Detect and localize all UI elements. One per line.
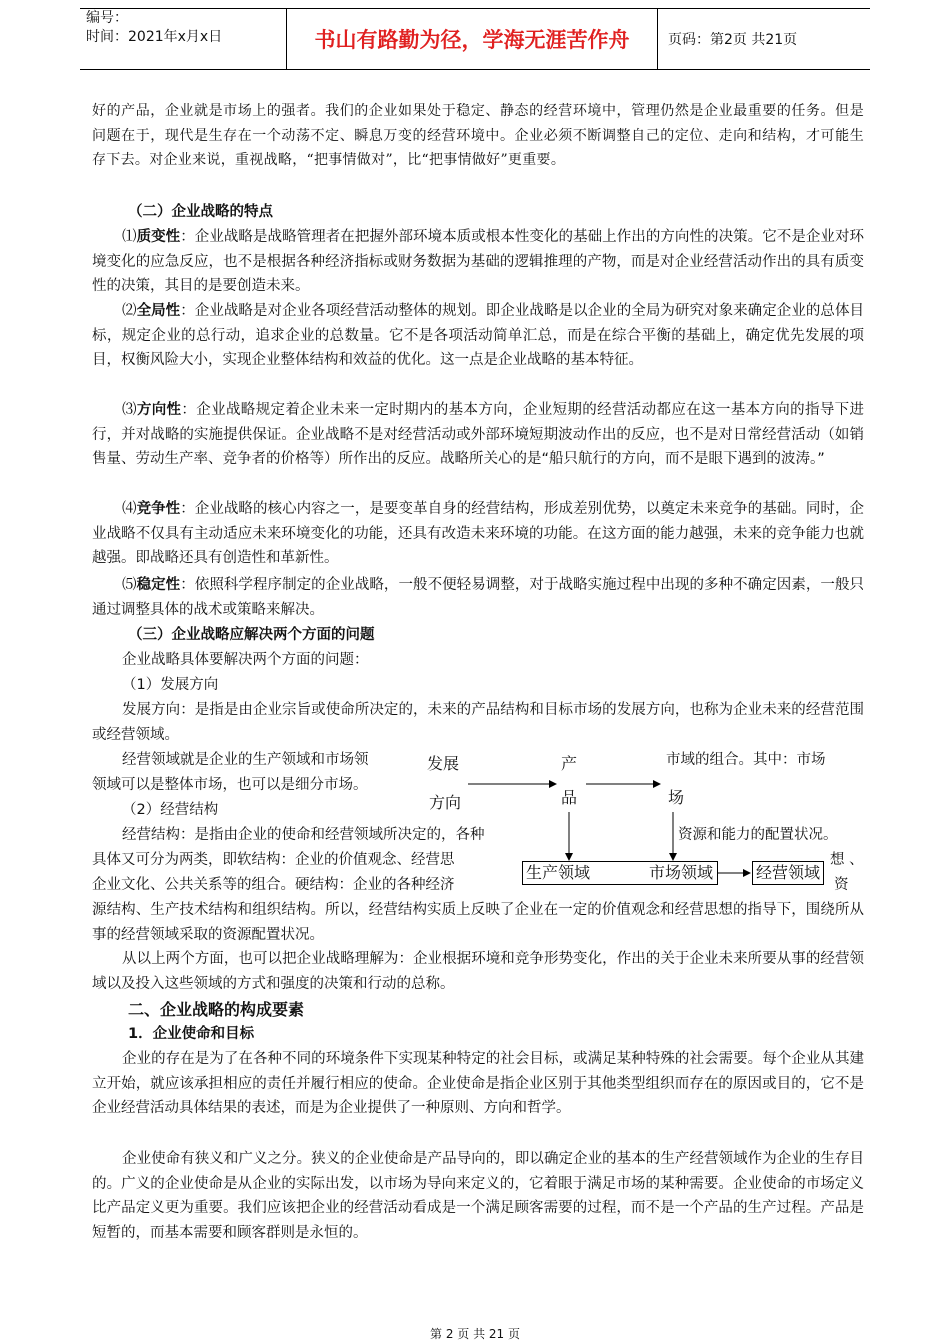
paragraph-summary: 从以上两个方面，也可以把企业战略理解为：企业根据环境和竞争形势变化，作出的关于企业未来所要从事的经营领域以及投入这些领域的方式和强度的决策和行动的总称。 [92, 951, 864, 992]
paragraph-structure-line3: 企业文化、公共关系等的组合。硬结构：企业的各种经济 [92, 877, 455, 893]
heading-elements: 二、企业战略的构成要素 [128, 1000, 305, 1019]
heading-mission: 1．企业使命和目标 [128, 1026, 255, 1042]
subheading-structure: （2）经营结构 [122, 802, 219, 818]
subheading-direction: （1）发展方向 [122, 677, 219, 693]
feature-number: ⑸ [122, 577, 137, 593]
feature-term: 稳定性 [136, 577, 181, 593]
diagram-dev-direction-1: 发展 [427, 754, 460, 773]
paragraph-structure-right: 资源和能力的配置状况。 [678, 827, 838, 843]
feature-term: 质变性 [136, 229, 181, 245]
feature-text: ：企业战略是对企业各项经营活动整体的规划。即企业战略是以企业的全局为研究对象来确定企业的总体目标，规定企业的总行动，追求企业的总数量。它不是各项活动简单汇总，而是在综合平衡的基础上，确定优先发展的项目，权衡风险大小，实现企业整体结构和效益的优化。这一点是企业战略的基本特征。 [92, 303, 865, 369]
paragraph-intro: 好的产品，企业就是市场上的强者。我们的企业如果处于稳定、静态的经营环境中，管理仍然是企业最重要的任务。但是问题在于，现代是生存在一个动荡不定、瞬息万变的经营环境中。企业必须不断调整自己的定位、走向和结构，才可能生存下去。对企业来说，重视战略，“把事情做对”，比“把事情做好”更重要。 [92, 103, 864, 169]
feature-text: ：企业战略的核心内容之一，是要变革自身的经营结构，形成差别优势，以奠定未来竞争的基础。同时，企业战略不仅具有主动适应未来环境变化的功能，还具有改造未来环境的功能。在这方面的能力越强，未来的竞争能力也就越强。即战略还具有创造性和革新性。 [92, 501, 865, 567]
page-footer: 第 2 页 共 21 页 [430, 1327, 520, 1341]
paragraph-domain-right: 市域的组合。其中：市场 [666, 752, 826, 768]
feature-number: ⑷ [122, 501, 137, 517]
feature-text: ：企业战略规定着企业未来一定时期内的基本方向，企业短期的经营活动都应在这一基本方向的指导下进行，并对战略的实施提供保证。企业战略不是对经营活动或外部环境短期波动作出的反应，也不是对日常经营活动（如销售量、劳动生产率、竞争者的价格等）所作出的反应。战略所关心的是“船只航行的方向，而不是眼下遇到的波涛。” [92, 402, 865, 468]
heading-features: （二）企业战略的特点 [128, 204, 273, 220]
feature-term: 全局性 [136, 303, 181, 319]
paragraph-domain-line2: 领域可以是整体市场，也可以是细分市场。 [92, 777, 368, 793]
diagram-product-1: 产 [561, 754, 578, 773]
doc-number-label: 编号： [86, 10, 128, 26]
paragraph-direction: 发展方向：是指是由企业宗旨或使命所决定的，未来的产品结构和目标市场的发展方向，也称为企业未来的经营范围或经营领域。 [92, 702, 864, 743]
header-motto: 书山有路勤为径，学海无涯苦作舟 [287, 9, 658, 69]
heading-problems: （三）企业战略应解决两个方面的问题 [128, 627, 375, 643]
diagram-dev-direction-2: 方向 [429, 793, 462, 812]
diagram-market-2: 场 [668, 788, 685, 807]
feature-term: 竞争性 [136, 501, 181, 517]
header-page-label: 页码：第2页 共21页 [668, 32, 798, 48]
feature-text: ：企业战略是战略管理者在把握外部环境本质或根本性变化的基础上作出的方向性的决策。它不是企业对环境变化的应急反应，也不是根据各种经济指标或财务数据为基础的逻辑推理的产物，而是对企业经营活动作出的具有质变性的决策，其目的是要创造未来。 [92, 229, 865, 295]
paragraph-problems-intro: 企业战略具体要解决两个方面的问题： [122, 652, 369, 668]
feature-number: ⑴ [122, 229, 137, 245]
paragraph-mission-2: 企业使命有狭义和广义之分。狭义的企业使命是产品导向的，即以确定企业的基本的生产经营领域作为企业的生存目的。广义的企业使命是从企业的实际出发，以市场为导向来定义的，它着眼于满足市场的某种需要。企业使命的市场定义比产品定义更为重要。我们应该把企业的经营活动看成是一个满足顾客需要的过程，而不是一个产品的生产过程。产品是短暂的，而基本需要和顾客群则是永恒的。 [92, 1151, 864, 1241]
feature-term: 方向性 [136, 402, 182, 418]
diagram-production-domain: 生产领域 [526, 863, 591, 882]
diagram-market-domain: 市场领域 [648, 863, 713, 882]
paragraph-structure-line2: 具体又可分为两类，即软结构：企业的价值观念、经营思 [92, 852, 455, 868]
paragraph-structure-left: 经营结构：是指由企业的使命和经营领域所决定的，各种 [122, 827, 485, 843]
diagram-product-2: 品 [561, 788, 578, 807]
paragraph-structure-line2-end: 想 、 [830, 852, 864, 868]
feature-text: ：依照科学程序制定的企业战略，一般不便轻易调整，对于战略实施过程中出现的多种不确定因素，一般只通过调整具体的战术或策略来解决。 [92, 577, 865, 618]
paragraph-structure-line3-end: 资 [834, 877, 849, 893]
doc-time-label: 时间：2021年x月x日 [86, 29, 223, 45]
feature-number: ⑶ [122, 402, 137, 418]
diagram-business-domain: 经营领域 [752, 861, 824, 885]
paragraph-mission-1: 企业的存在是为了在各种不同的环境条件下实现某种特定的社会目标，或满足某种特殊的社会需要。每个企业从其建立开始，就应该承担相应的责任并履行相应的使命。企业使命是指企业区别于其他类型组织而存在的原因或目的，它不是企业经营活动具体结果的表述，而是为企业提供了一种原则、方向和哲学。 [92, 1051, 864, 1117]
paragraph-structure-rest: 源结构、生产技术结构和组织结构。所以，经营结构实质上反映了企业在一定的价值观念和经营思想的指导下，围绕所从事的经营领域采取的资源配置状况。 [92, 902, 864, 943]
feature-number: ⑵ [122, 303, 137, 319]
diagram-domain-box [522, 861, 718, 885]
paragraph-domain-left: 经营领域就是企业的生产领域和市场领 [122, 752, 369, 768]
